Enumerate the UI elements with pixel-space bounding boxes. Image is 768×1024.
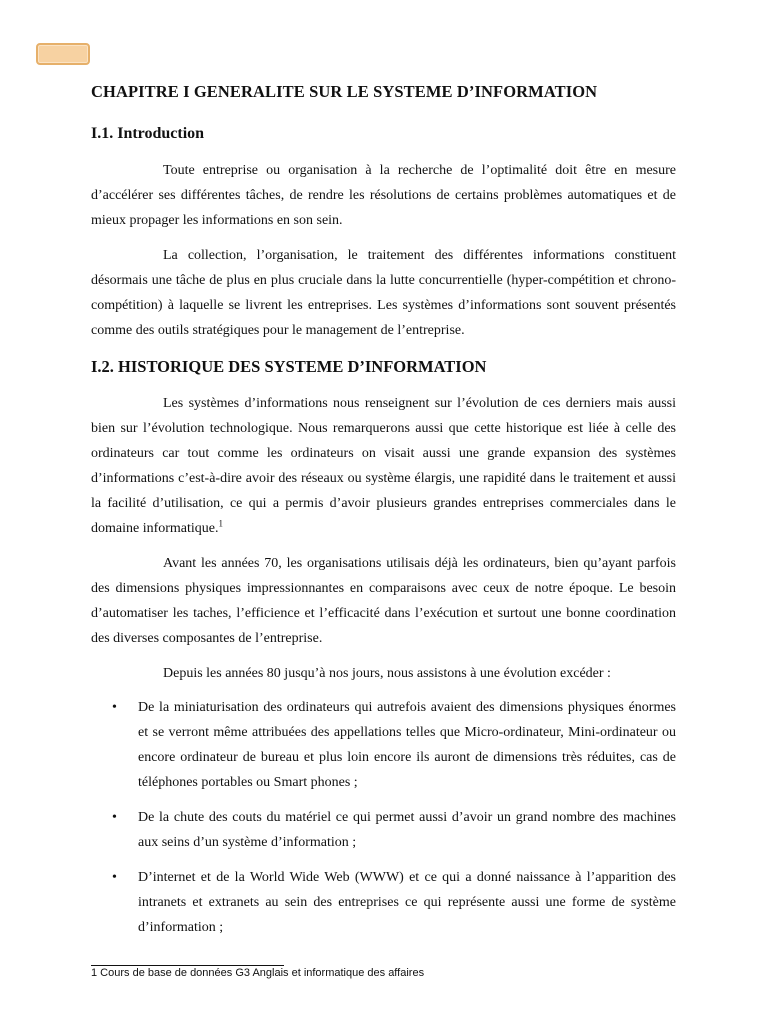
- intro-paragraph-2: La collection, l’organisation, le traitement des différentes informations constituent désormais une tâche de plus en plus cruciale dans la lutte concurrentielle (hyper-compétition et chrono-compétition) à laquelle se livrent les entreprises. Les systèmes d’informations sont souvent présentés comme des outils stratégiques pour le management de l’entreprise.: [91, 248, 676, 338]
- section-heading-historique: I.2. HISTORIQUE DES SYSTEME D’INFORMATION: [91, 357, 487, 376]
- historique-paragraph-1: [91, 391, 676, 541]
- list-item-text: D’internet et de la World Wide Web (WWW) et ce qui a donné naissance à l’apparition des intranets et extranets au sein des entreprises ce qui représente aussi une forme de système d’information ;: [138, 870, 676, 935]
- bullet-icon: •: [112, 700, 117, 715]
- intro-paragraph-1: Toute entreprise ou organisation à la recherche de l’optimalité doit être en mesure d’accélérer ses différentes tâches, de rendre les résolutions de certains problèmes automatiques et de mieux propager les informations en son sein.: [91, 163, 676, 228]
- list-item-text: De la miniaturisation des ordinateurs qui autrefois avaient des dimensions physiques énormes et se verront même attribuées des appellations telles que Micro-ordinateur, Mini-ordinateur ou encore ordinateur de bureau et plus loin encore ils auront de dimensions très réduites, cas de téléphones portables ou Smart phones ;: [138, 700, 676, 790]
- document-body: [91, 80, 676, 950]
- historique-paragraph-1-text: Les systèmes d’informations nous renseignent sur l’évolution de ces derniers mais aussi bien sur l’évolution technologique. Nous remarquerons aussi que cette historique est liée à celle des ordinateurs car tout comme les ordinateurs on visait aussi une grande expansion des systèmes d’informations c’est-à-dire avoir des réseaux ou système élargis, une rapidité dans le traitement et aussi la facilité d’utilisation, ce qui a permis d’avoir plusieurs grandes entreprises commerciales dans le domaine informatique.: [91, 396, 676, 536]
- bullet-icon: •: [112, 810, 117, 825]
- evolution-bullet-list: [91, 695, 676, 940]
- footnote-reference[interactable]: 1: [218, 518, 224, 529]
- section-heading-introduction: I.1. Introduction: [91, 125, 205, 142]
- list-item: [91, 865, 676, 940]
- list-item: [91, 695, 676, 795]
- list-item-text: De la chute des couts du matériel ce qui permet aussi d’avoir un grand nombre des machines aux seins d’un système d’information ;: [138, 810, 676, 850]
- list-item: [91, 805, 676, 855]
- footnote-text: 1 Cours de base de données G3 Anglais et informatique des affaires: [91, 967, 425, 979]
- bullet-icon: •: [112, 870, 117, 885]
- orange-tab-badge: [36, 43, 90, 65]
- historique-paragraph-2: Avant les années 70, les organisations utilisais déjà les ordinateurs, bien qu’ayant parfois des dimensions physiques impressionnantes en comparaisons avec ceux de notre époque. Le besoin d’automatiser les taches, l’efficience et l’efficacité dans l’exécution et surtout une bonne coordination des diverses composantes de l’entreprise.: [91, 556, 676, 646]
- chapter-title: CHAPITRE I GENERALITE SUR LE SYSTEME D’INFORMATION: [91, 82, 598, 101]
- historique-paragraph-3: Depuis les années 80 jusqu’à nos jours, nous assistons à une évolution excéder :: [163, 666, 611, 681]
